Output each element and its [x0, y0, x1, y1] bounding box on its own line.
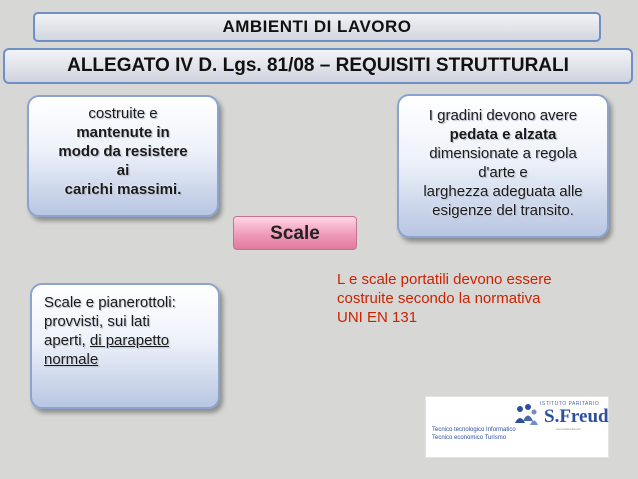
box-landings-parapet-link: di parapetto: [89, 332, 170, 349]
logo-figures-icon: [512, 403, 540, 429]
box-stair-strength-line3: modo da resistere: [58, 143, 188, 160]
box-stair-strength-line2: mantenute in: [76, 124, 170, 141]
box-step-line5: larghezza adeguata alle: [423, 183, 583, 200]
logo-name: S.Freud: [544, 406, 609, 427]
box-step-line3: dimensionate a regola: [429, 145, 577, 162]
logo-top-text: ISTITUTO PARITARIO: [540, 401, 600, 407]
box-landings-line4: normale: [44, 351, 99, 368]
box-step-line6: esigenze del transito.: [432, 202, 574, 219]
scale-label-button[interactable]: Scale: [233, 216, 357, 250]
box-stair-strength-line4: ai: [116, 162, 130, 179]
portable-note-line2: costruite secondo la normativa: [337, 290, 541, 307]
portable-ladders-note: [337, 270, 607, 338]
box-landings-line1: Scale e pianerottoli:: [44, 294, 176, 311]
box-landings-line3-text: aperti,: [44, 332, 90, 349]
box-stair-strength: [27, 95, 219, 217]
box-landings: [30, 283, 220, 409]
portable-note-line1: L e scale portatili devono essere: [337, 271, 552, 288]
logo-line2: Tecnico economico Turismo: [432, 435, 507, 441]
box-stair-strength-line1: costruite e: [88, 105, 158, 122]
box-step-line4: d'arte e: [478, 164, 528, 181]
box-stair-strength-line5: carichi massimi.: [64, 181, 182, 198]
logo-line1: Tecnico tecnologico Informatico: [432, 427, 516, 433]
page-title: AMBIENTI DI LAVORO: [33, 12, 601, 42]
box-step-line2: pedata e alzata: [449, 126, 557, 143]
portable-note-line3: UNI EN 131: [337, 309, 418, 326]
box-step-line1: I gradini devono avere: [428, 107, 578, 124]
box-step-requirements: [397, 94, 609, 238]
box-landings-line2: provvisti, sui lati: [44, 313, 150, 330]
institute-logo: [425, 396, 609, 458]
logo-website: www.istitutofreud.it: [556, 427, 582, 431]
page-subtitle: ALLEGATO IV D. Lgs. 81/08 – REQUISITI STRUTTURALI: [3, 48, 633, 84]
box-landings-line3: [44, 331, 208, 350]
